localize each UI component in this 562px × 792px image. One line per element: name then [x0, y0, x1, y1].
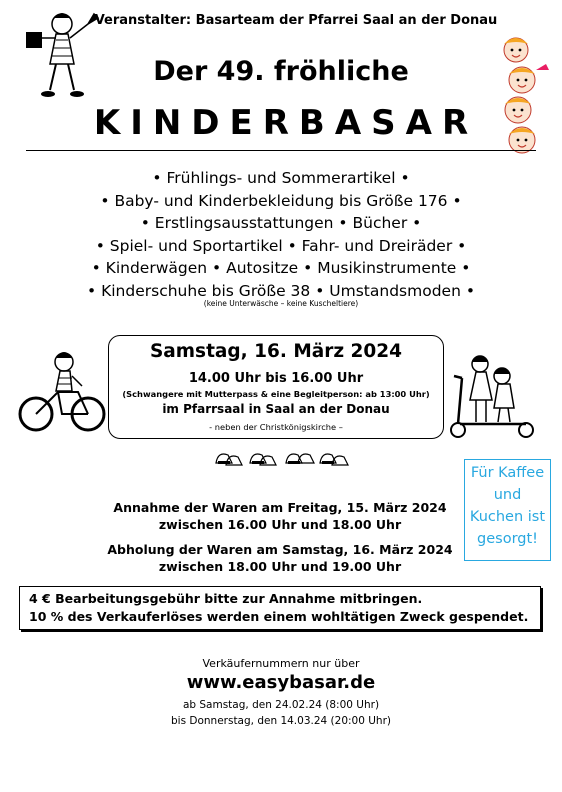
event-pregnant-note: (Schwangere mit Mutterpass & eine Begleitperson: ab 13:00 Uhr) [122, 389, 430, 399]
children-on-scooter-illustration [444, 350, 540, 440]
coffee-line: Kuchen ist [469, 509, 546, 525]
items-line: • Erstlingsausstattungen • Bücher • [140, 214, 422, 232]
items-line: • Baby- und Kinderbekleidung bis Größe 176 • [100, 191, 462, 210]
pickup-date: Abholung der Waren am Samstag, 16. März 2024 [107, 542, 453, 557]
coffee-line: Für Kaffee [470, 465, 545, 481]
event-place: im Pfarrsaal in Saal an der Donau [162, 402, 390, 416]
pickup-time: zwischen 18.00 Uhr und 19.00 Uhr [158, 559, 402, 574]
child-on-bicycle-illustration [16, 340, 108, 436]
edition-heading: Der 49. fröhliche [153, 56, 409, 87]
organizer-line: Veranstalter: Basarteam der Pfarrei Saal an der Donau [94, 13, 498, 28]
event-date: Samstag, 16. März 2024 [149, 341, 403, 362]
registration-start: ab Samstag, den 24.02.24 (8:00 Uhr) [182, 699, 380, 711]
coffee-line: gesorgt! [477, 531, 538, 547]
title-divider [26, 150, 536, 151]
drop-off-time: zwischen 16.00 Uhr und 18.00 Uhr [158, 517, 402, 532]
items-line: • Kinderwägen • Autositze • Musikinstrumente • [91, 259, 471, 277]
items-line: • Spiel- und Sportartikel • Fahr- und Dreiräder • [95, 236, 467, 255]
items-list [0, 167, 562, 302]
items-exclusion-note: (keine Unterwäsche – keine Kuscheltiere) [203, 299, 359, 308]
items-line: • Kinderschuhe bis Größe 38 • Umstandsmoden • [87, 281, 475, 300]
drop-off-date: Annahme der Waren am Freitag, 15. März 2024 [113, 500, 447, 515]
registration-label: Verkäufernummern nur über [202, 657, 360, 670]
drop-off-schedule [70, 499, 490, 533]
coffee-line: und [493, 487, 522, 503]
fee-notice [19, 586, 541, 630]
registration-period [0, 697, 562, 729]
event-time: 14.00 Uhr bis 16.00 Uhr [188, 371, 364, 386]
baby-shoes-row-illustration [214, 447, 356, 469]
fee-line: 4 € Bearbeitungsgebühr bitte zur Annahme mitbringen. [29, 591, 423, 606]
donation-line: 10 % des Verkauferlöses werden einem wohltätigen Zweck gespendet. [29, 609, 529, 624]
event-location-note: - neben der Christkönigskirche – [209, 422, 343, 432]
registration-end: bis Donnerstag, den 14.03.24 (20:00 Uhr) [170, 715, 391, 727]
registration-link[interactable]: www.easybasar.de [186, 672, 376, 693]
page-title: KINDERBASAR [93, 103, 479, 143]
pickup-schedule [70, 541, 490, 575]
items-line: • Frühlings- und Sommerartikel • [152, 169, 410, 187]
